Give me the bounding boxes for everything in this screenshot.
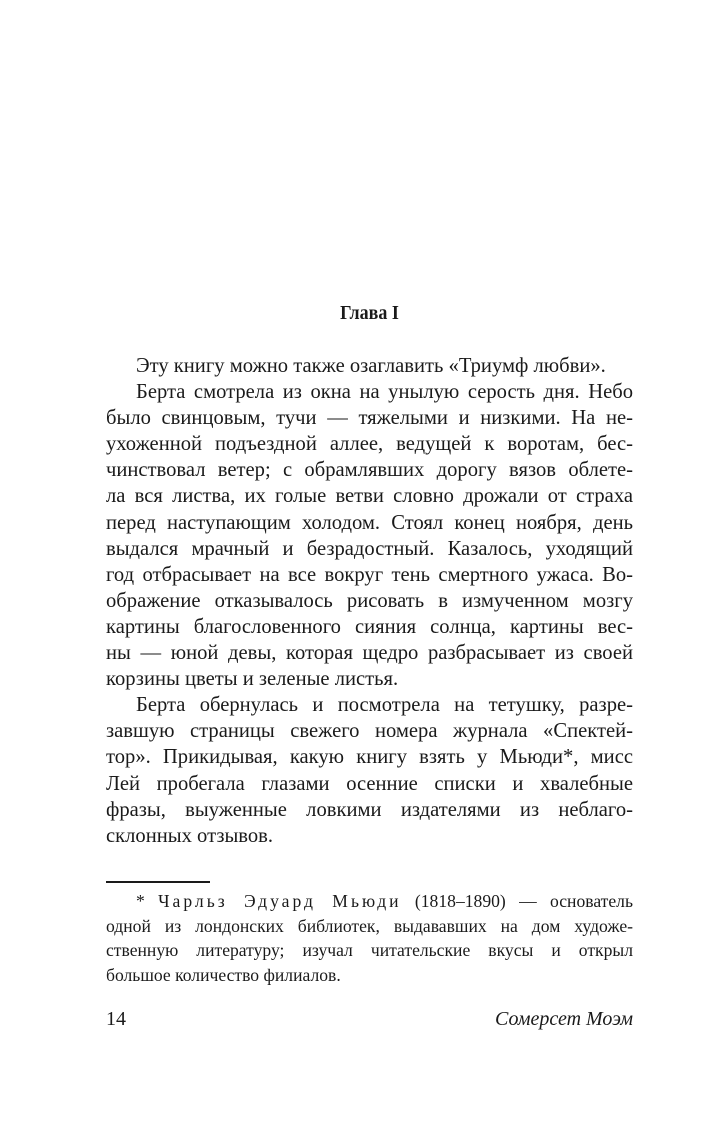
text-line: выдался мрачный и безрадостный. Казалось, уходящий [106,537,633,560]
footnote-divider [106,881,210,883]
text-line: Берта обернулась и посмотрела на тетушку, разре- [136,694,633,717]
text-line: Берта смотрела из окна на унылую серость дня. Небо [136,381,633,404]
text-line: чинствовал ветер; с обрамлявших дорогу вязов облете- [106,459,633,482]
text-line: картины благословенного сияния солнца, картины вес- [106,615,633,638]
text-line: склонных отзывов. [106,824,274,847]
text-line: ла вся листва, их голые ветви словно дрожали от страха [106,485,633,508]
text-line: ухоженной подъездной аллее, ведущей к воротам, бес- [106,433,633,456]
text-line: год отбрасывает на все вокруг тень смертного ужаса. Во- [106,563,633,586]
text-line: было свинцовым, тучи — тяжелыми и низкими. На не- [106,407,633,430]
footnote-text: (1818–1890) — основатель [401,891,633,911]
footnote-person-name: Чарльз Эдуард Мьюди [158,891,402,911]
footnote-line [106,889,633,914]
text-line: фразы, выуженные ловкими издателями из неблаго- [106,798,633,821]
chapter-title: Глава I [340,302,399,324]
page-footer [106,1006,633,1032]
footnote-line: ственную литературу; изучал читательские вкусы и открыл [106,940,633,960]
text-line: перед наступающим холодом. Стоял конец ноября, день [106,511,633,534]
text-line: ны — юной девы, которая щедро разбрасывает из своей [106,642,633,665]
footnote-line: одной из лондонских библиотек, выдававших на дом художе- [106,915,633,936]
text-line: Эту книгу можно также озаглавить «Триумф любви». [136,355,606,377]
page-number: 14 [106,1008,126,1030]
footnote [106,889,633,987]
text-line: ображение отказывалось рисовать в измученном мозгу [106,589,633,612]
footnote-marker: * [136,891,145,911]
text-line: тор». Прикидывая, какую книгу взять у Мьюди*, мисс [106,746,633,769]
body-text [106,353,633,849]
running-head: Сомерсет Моэм [495,1008,633,1030]
text-line: Лей пробегала глазами осенние списки и хвалебные [106,772,633,795]
footnote-line: большое количество филиалов. [106,964,341,985]
book-page [106,0,633,1122]
text-line: корзины цветы и зеленые листья. [106,668,399,691]
text-line: завшую страницы свежего номера журнала «Спектей- [106,720,633,743]
